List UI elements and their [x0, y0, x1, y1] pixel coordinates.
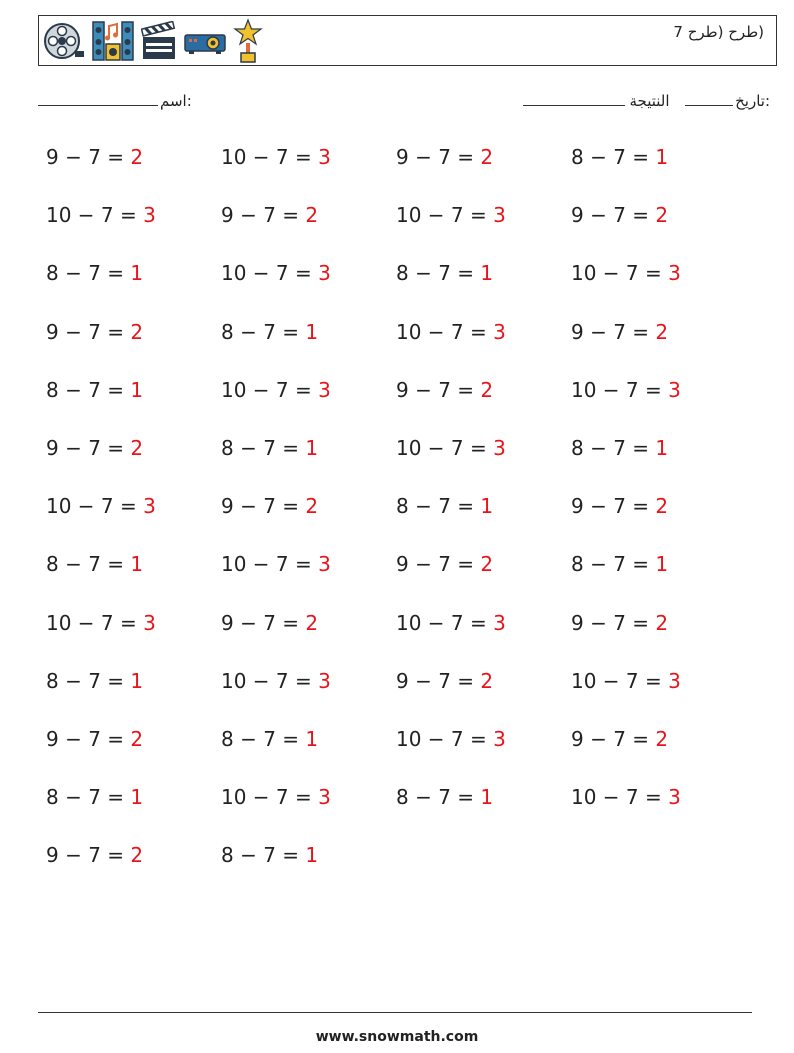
problem-cell	[571, 203, 668, 227]
problem-question: 8 − 7 =	[571, 436, 656, 460]
problem-cell	[396, 494, 493, 518]
problem-answer: 1	[305, 436, 319, 460]
problem-question: 8 − 7 =	[46, 785, 131, 810]
problem-cell	[46, 611, 156, 635]
problem-question: 10 − 7 =	[571, 377, 669, 402]
problem-question: 9 − 7 =	[221, 494, 306, 519]
problem-answer: 3	[318, 785, 331, 810]
problem-cell	[221, 145, 331, 169]
problem-question: 10 − 7 =	[396, 727, 494, 751]
problem-answer: 1	[130, 785, 144, 810]
problem-answer: 3	[668, 668, 681, 693]
problem-answer: 2	[655, 494, 669, 519]
problem-answer: 2	[480, 668, 494, 693]
problem-cell	[396, 785, 493, 809]
problem-cell	[221, 843, 318, 867]
date-score-field	[523, 92, 770, 110]
problem-answer: 3	[318, 552, 331, 577]
problem-answer: 3	[318, 668, 331, 693]
problem-cell	[571, 669, 681, 693]
problem-answer: 2	[655, 319, 669, 344]
problem-cell	[46, 436, 143, 460]
problem-question: 9 − 7 =	[46, 436, 131, 460]
problem-answer: 2	[480, 145, 494, 169]
date-label: :تاريخ	[735, 92, 770, 110]
problem-answer: 1	[655, 552, 669, 577]
footer-divider	[38, 1012, 752, 1013]
problem-cell	[571, 611, 668, 635]
problem-answer: 3	[493, 203, 506, 228]
problem-cell	[396, 145, 493, 169]
problem-question: 10 − 7 =	[221, 668, 319, 693]
problem-answer: 2	[130, 436, 144, 460]
problem-question: 10 − 7 =	[46, 610, 144, 635]
problem-answer: 3	[493, 319, 506, 344]
problem-cell	[571, 320, 668, 344]
problem-cell	[221, 320, 318, 344]
problem-answer: 3	[668, 785, 681, 810]
problem-answer: 2	[655, 203, 669, 228]
problem-answer: 1	[130, 261, 144, 286]
problem-question: 10 − 7 =	[221, 552, 319, 577]
problem-cell	[396, 320, 506, 344]
problem-answer: 3	[318, 261, 331, 286]
problem-cell	[396, 611, 506, 635]
problem-cell	[396, 203, 506, 227]
problem-question: 9 − 7 =	[221, 203, 306, 228]
problem-question: 8 − 7 =	[46, 668, 131, 693]
problem-cell	[46, 843, 143, 867]
problem-cell	[46, 320, 143, 344]
problem-question: 8 − 7 =	[396, 494, 481, 519]
problem-answer: 2	[655, 727, 669, 751]
problem-cell	[221, 203, 318, 227]
problem-answer: 2	[305, 610, 319, 635]
problem-question: 8 − 7 =	[571, 552, 656, 577]
problem-question: 10 − 7 =	[396, 436, 494, 460]
problem-answer: 2	[130, 843, 144, 868]
problem-answer: 2	[305, 203, 319, 228]
problem-answer: 3	[668, 377, 681, 402]
problem-answer: 1	[655, 145, 669, 169]
problem-question: 9 − 7 =	[571, 610, 656, 635]
header-box	[38, 15, 777, 66]
problem-cell	[221, 494, 318, 518]
problem-cell	[396, 378, 493, 402]
award-trophy-icon	[233, 18, 263, 64]
problem-question: 9 − 7 =	[571, 203, 656, 228]
problem-answer: 1	[130, 377, 144, 402]
problem-question: 8 − 7 =	[221, 727, 306, 751]
problem-question: 9 − 7 =	[571, 494, 656, 519]
problem-answer: 2	[655, 610, 669, 635]
problem-cell	[221, 552, 331, 576]
footer-url[interactable]: www.snowmath.com	[315, 1029, 479, 1045]
film-reel-icon	[43, 21, 85, 61]
problem-answer: 3	[493, 727, 506, 751]
score-blank[interactable]	[523, 93, 625, 106]
problem-answer: 2	[130, 145, 144, 169]
problem-answer: 3	[493, 436, 506, 460]
name-label: :اسم	[160, 92, 192, 110]
problem-cell	[221, 378, 331, 402]
problem-cell	[46, 378, 143, 402]
icon-strip	[43, 19, 263, 63]
problem-question: 8 − 7 =	[396, 785, 481, 810]
problem-question: 9 − 7 =	[396, 552, 481, 577]
problem-question: 9 − 7 =	[396, 377, 481, 402]
score-label: النتيجة	[629, 92, 670, 110]
problem-cell	[46, 261, 143, 285]
problem-question: 10 − 7 =	[221, 261, 319, 286]
problem-cell	[396, 261, 493, 285]
problem-cell	[571, 378, 681, 402]
problem-question: 8 − 7 =	[46, 261, 131, 286]
problem-answer: 1	[480, 494, 494, 519]
problem-question: 10 − 7 =	[221, 785, 319, 810]
problem-answer: 3	[318, 377, 331, 402]
name-blank[interactable]	[38, 93, 158, 106]
speakers-icon	[91, 20, 135, 62]
problem-cell	[571, 261, 681, 285]
problem-cell	[571, 436, 668, 460]
problem-question: 9 − 7 =	[46, 843, 131, 868]
problem-cell	[396, 552, 493, 576]
problem-answer: 2	[305, 494, 319, 519]
problem-answer: 2	[130, 319, 144, 344]
clapperboard-icon	[141, 21, 177, 61]
problem-answer: 2	[130, 727, 144, 751]
problem-cell	[396, 669, 493, 693]
problem-answer: 2	[480, 377, 494, 402]
problem-answer: 1	[130, 552, 144, 577]
problem-cell	[571, 552, 668, 576]
problem-answer: 1	[480, 261, 494, 286]
problem-cell	[221, 669, 331, 693]
problem-answer: 3	[143, 494, 156, 519]
problem-cell	[396, 436, 506, 460]
problem-answer: 1	[305, 843, 319, 868]
projector-icon	[183, 21, 227, 61]
problem-answer: 1	[655, 436, 669, 460]
problem-answer: 3	[143, 203, 156, 228]
problem-question: 10 − 7 =	[571, 668, 669, 693]
problem-question: 10 − 7 =	[571, 785, 669, 810]
problem-cell	[221, 611, 318, 635]
problem-question: 8 − 7 =	[46, 552, 131, 577]
problem-question: 10 − 7 =	[571, 261, 669, 286]
problem-cell	[46, 727, 143, 751]
problem-question: 9 − 7 =	[46, 145, 131, 169]
problem-question: 9 − 7 =	[221, 610, 306, 635]
problem-question: 9 − 7 =	[571, 727, 656, 751]
problem-cell	[571, 494, 668, 518]
problem-cell	[46, 494, 156, 518]
problem-cell	[46, 203, 156, 227]
problem-cell	[221, 436, 318, 460]
problem-question: 8 − 7 =	[396, 261, 481, 286]
problem-question: 10 − 7 =	[396, 610, 494, 635]
problem-answer: 1	[480, 785, 494, 810]
problem-question: 9 − 7 =	[571, 319, 656, 344]
problem-question: 8 − 7 =	[46, 377, 131, 402]
date-blank[interactable]	[685, 93, 733, 106]
problem-cell	[46, 669, 143, 693]
problem-question: 8 − 7 =	[571, 145, 656, 169]
page-title: (طرح (طرح 7	[673, 23, 764, 41]
problem-answer: 1	[305, 319, 319, 344]
problem-cell	[571, 785, 681, 809]
problem-cell	[221, 261, 331, 285]
problem-question: 10 − 7 =	[46, 203, 144, 228]
problem-answer: 1	[130, 668, 144, 693]
problem-cell	[46, 552, 143, 576]
problem-cell	[46, 785, 143, 809]
problem-cell	[396, 727, 506, 751]
problem-question: 9 − 7 =	[396, 145, 481, 169]
problem-answer: 3	[143, 610, 156, 635]
problem-question: 8 − 7 =	[221, 436, 306, 460]
problem-question: 10 − 7 =	[396, 203, 494, 228]
problem-cell	[571, 145, 668, 169]
name-field	[38, 92, 192, 110]
problem-question: 10 − 7 =	[46, 494, 144, 519]
problem-question: 9 − 7 =	[396, 668, 481, 693]
problem-answer: 2	[480, 552, 494, 577]
problem-cell	[571, 727, 668, 751]
problem-answer: 3	[668, 261, 681, 286]
problem-cell	[221, 785, 331, 809]
problem-answer: 1	[305, 727, 319, 751]
problem-question: 9 − 7 =	[46, 319, 131, 344]
problem-question: 10 − 7 =	[221, 377, 319, 402]
problem-question: 9 − 7 =	[46, 727, 131, 751]
problem-answer: 3	[318, 145, 331, 169]
problem-cell	[221, 727, 318, 751]
problem-cell	[46, 145, 143, 169]
problem-question: 8 − 7 =	[221, 319, 306, 344]
problem-answer: 3	[493, 610, 506, 635]
problem-question: 8 − 7 =	[221, 843, 306, 868]
problem-question: 10 − 7 =	[221, 145, 319, 169]
problem-question: 10 − 7 =	[396, 319, 494, 344]
